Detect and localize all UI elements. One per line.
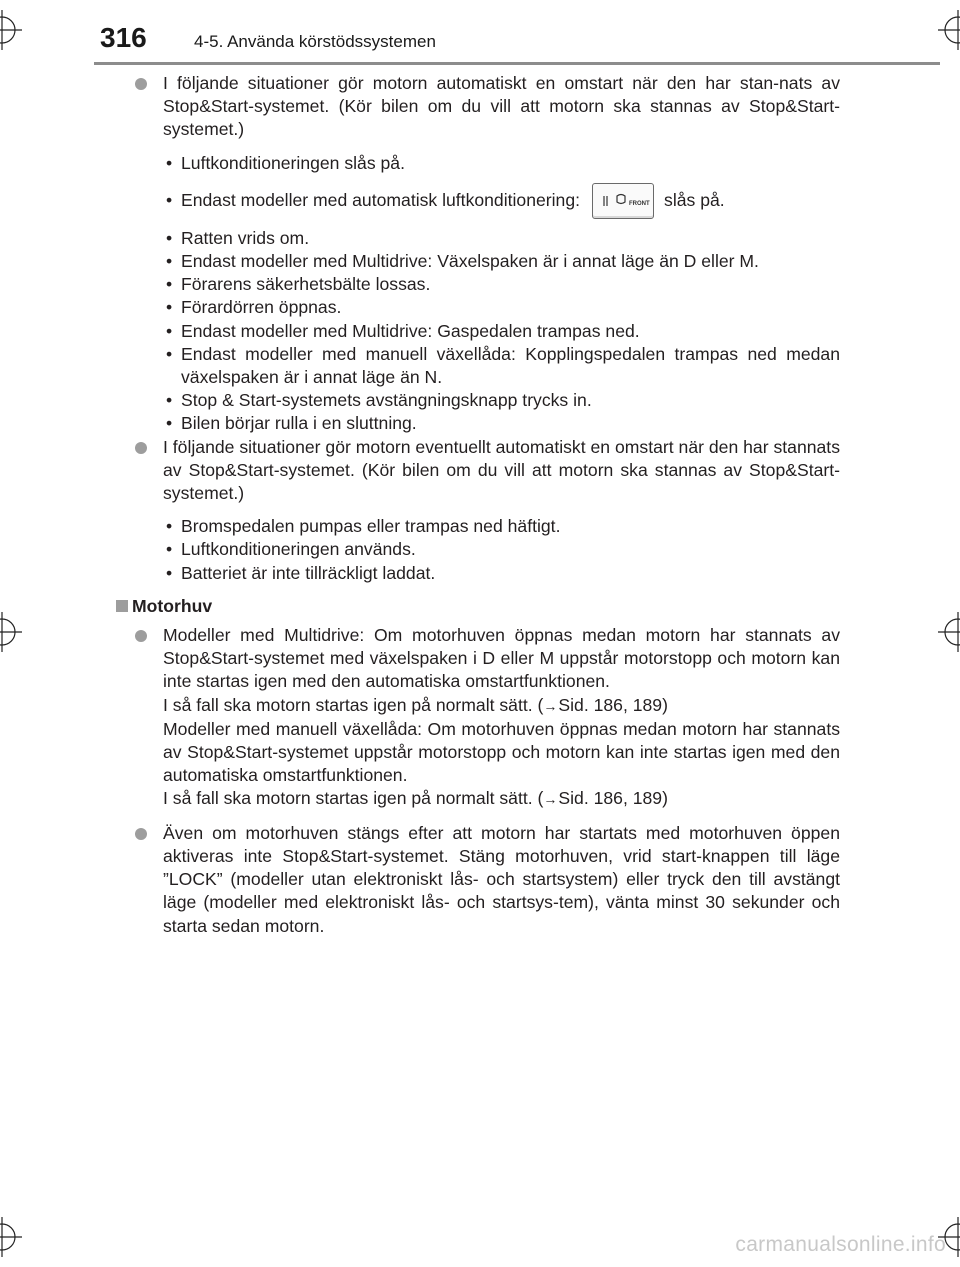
list-item-text: Endast modeller med Multidrive: Gaspedalen trampas ned. — [181, 320, 640, 341]
condition-list-a — [132, 152, 840, 175]
registration-mark-bottom-left-icon — [0, 1217, 22, 1257]
list-item-text: Endast modeller med automatisk luftkonditionering: — [181, 190, 581, 211]
page-header — [94, 22, 940, 64]
arrow-right-icon: → — [543, 791, 558, 808]
square-bullet-icon — [116, 600, 128, 612]
page-reference: Sid. 186, 189) — [558, 788, 668, 809]
page-number: 316 — [100, 22, 147, 53]
list-item: • Luftkonditioneringen slås på. — [166, 152, 405, 173]
list-item: • Stop & Start-systemets avstängningsknapp trycks in. — [166, 390, 592, 411]
list-item-text: Stop & Start-systemets avstängningsknapp trycks in. — [181, 390, 592, 411]
list-item: • Endast modeller med Multidrive: Gaspedalen trampas ned. — [166, 320, 640, 341]
list-item: • Bromspedalen pumpas eller trampas ned häftigt. — [166, 516, 561, 537]
paragraph-auto-restart — [132, 72, 840, 142]
list-item-text: slås på. — [664, 190, 725, 211]
list-item-text: Ratten vrids om. — [181, 227, 310, 248]
list-item-text: Bromspedalen pumpas eller trampas ned häftigt. — [181, 516, 561, 537]
list-item: • Ratten vrids om. — [166, 227, 310, 248]
section-heading-motorhuv — [119, 595, 840, 618]
paragraph-possible-restart — [132, 436, 840, 506]
front-defroster-button-icon — [592, 183, 654, 219]
condition-list-c — [132, 515, 840, 585]
paragraph-hood-open — [132, 624, 840, 812]
registration-mark-mid-left-icon — [0, 612, 22, 652]
list-item-text: Förardörren öppnas. — [181, 297, 342, 318]
circle-bullet-icon — [135, 828, 147, 840]
list-item: • Endast modeller med Multidrive: Växelspaken är i annat läge än D eller M. — [166, 251, 759, 272]
front-label: FRONT — [629, 200, 650, 207]
list-item-text: Förarens säkerhetsbälte lossas. — [181, 274, 431, 295]
list-item-text: Luftkonditioneringen slås på. — [181, 152, 405, 173]
paragraph-text: I så fall ska motorn startas igen på normalt sätt. ( — [163, 694, 544, 715]
registration-mark-top-right-icon — [938, 10, 960, 50]
list-item: • Förardörren öppnas. — [166, 297, 342, 318]
condition-list-b — [132, 227, 840, 436]
registration-mark-mid-right-icon — [938, 612, 960, 652]
condition-list-ac — [132, 175, 840, 227]
paragraph-text: Modeller med Multidrive: Om motorhuven öppnas medan motorn har stannats av Stop&Start-systemet med växelspaken i D eller M uppstår motorstopp och motorn kan inte startas igen med den automatiska omstartfunktionen. — [163, 625, 840, 692]
watermark: carmanualsonline.info — [735, 1233, 946, 1256]
list-item: • Endast modeller med automatisk luftkonditionering: FRONT slås på. — [163, 175, 840, 227]
list-item-text: Bilen börjar rulla i en sluttning. — [181, 413, 417, 434]
list-item-text: Endast modeller med Multidrive: Växelspaken är i annat läge än D eller M. — [181, 251, 759, 272]
page-content — [132, 72, 840, 938]
registration-mark-top-left-icon — [0, 10, 22, 50]
paragraph-text: Även om motorhuven stängs efter att motorn har startats med motorhuven öppen aktiveras inte Stop&Start-systemet. Stäng motorhuven, vrid start-knappen till läge ”LOCK” (modeller utan elektroniskt lås- och startsystem) eller tryck den till avstängt läge (modeller med elektroniskt lås- och startsys-tem), vänta minst 30 sekunder och starta sedan motorn. — [163, 822, 840, 936]
header-divider — [94, 62, 940, 65]
page-reference: Sid. 186, 189) — [558, 694, 668, 715]
paragraph-hood-closed — [132, 822, 840, 938]
paragraph-text: I följande situationer gör motorn automatiskt en omstart när den har stan-nats av Stop&Start-systemet. (Kör bilen om du vill att motorn ska stannas av Stop&Start-systemet.) — [163, 73, 840, 140]
section-title: 4-5. Använda körstödssystemen — [194, 32, 436, 51]
list-item-text: Endast modeller med manuell växellåda: Kopplingspedalen trampas ned medan växelspaken är i annat läge än N. — [181, 343, 840, 388]
list-item: • Bilen börjar rulla i en sluttning. — [166, 413, 417, 434]
circle-bullet-icon — [135, 630, 147, 642]
paragraph-text: Modeller med manuell växellåda: Om motorhuven öppnas medan motorn har stannats av Stop&Start-systemet uppstår motorstopp och motorn kan inte startas igen med den automatiska omstartfunktionen. — [163, 718, 840, 786]
arrow-right-icon: → — [543, 697, 558, 714]
list-item-text: Luftkonditioneringen används. — [181, 539, 416, 560]
paragraph-text: I följande situationer gör motorn eventuellt automatiskt en omstart när den har stannats av Stop&Start-systemet. (Kör bilen om du vill att motorn ska stannas av Stop&Start-systemet.) — [163, 436, 840, 504]
list-item: • Luftkonditioneringen används. — [166, 539, 416, 560]
list-item: • Batteriet är inte tillräckligt laddat. — [166, 562, 436, 583]
paragraph-text: I så fall ska motorn startas igen på normalt sätt. ( — [163, 788, 544, 809]
circle-bullet-icon — [135, 442, 147, 454]
list-item: • Endast modeller med manuell växellåda: Kopplingspedalen trampas ned medan växelspaken är i annat läge än N. — [166, 343, 840, 388]
circle-bullet-icon — [135, 78, 147, 90]
list-item-text: Batteriet är inte tillräckligt laddat. — [181, 562, 436, 583]
heading-text: Motorhuv — [132, 595, 213, 616]
list-item: • Förarens säkerhetsbälte lossas. — [166, 274, 431, 295]
